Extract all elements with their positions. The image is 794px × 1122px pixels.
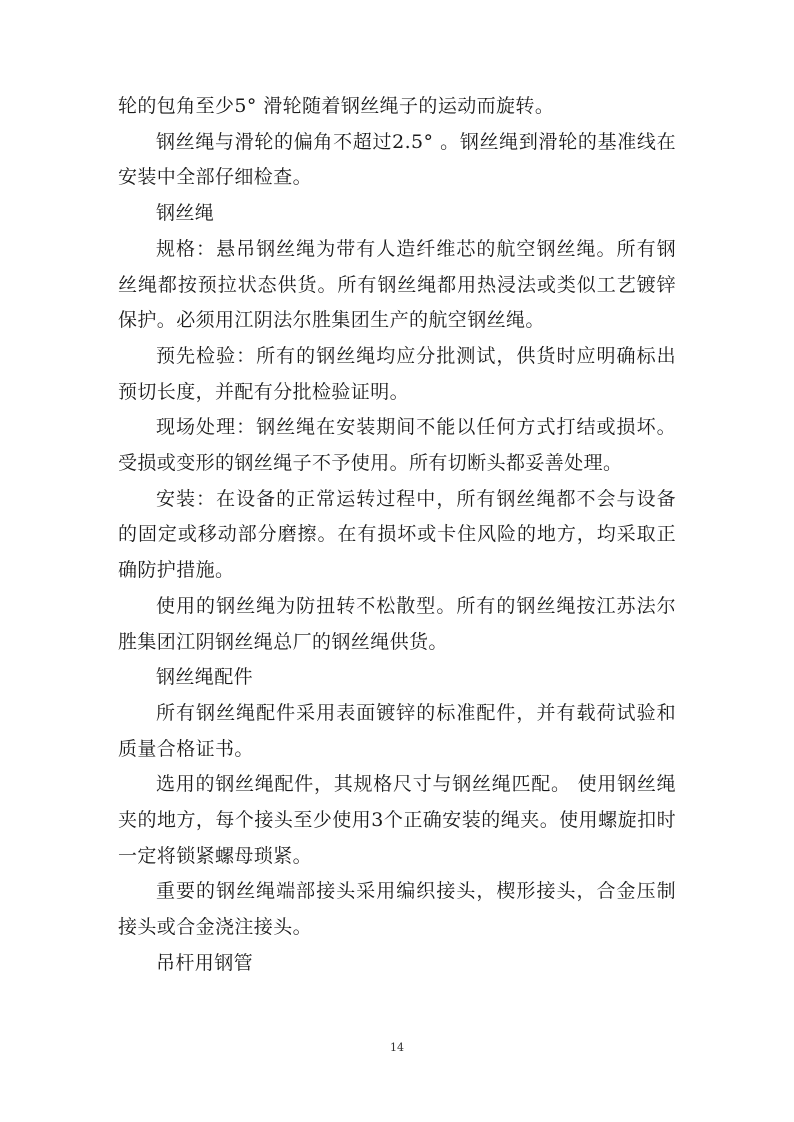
document-body [118,89,676,982]
paragraph: 重要的钢丝绳端部接头采用编织接头，楔形接头，合金压制接头或合金浇注接头。 [118,880,676,939]
section-heading: 钢丝绳配件 [156,666,254,689]
paragraph: 现场处理：钢丝绳在安装期间不能以任何方式打结或损坏。受损或变形的钢丝绳子不予使用。所有切断头都妥善处理。 [118,416,676,475]
paragraph: 钢丝绳与滑轮的偏角不超过2.5° 。钢丝绳到滑轮的基准线在安装中全部仔细检查。 [118,130,676,189]
paragraph: 安装：在设备的正常运转过程中，所有钢丝绳都不会与设备的固定或移动部分磨擦。在有损坏或卡住风险的地方，均采取正确防护措施。 [118,487,676,582]
paragraph: 轮的包角至少5° 滑轮随着钢丝绳子的运动而旋转。 [118,95,555,117]
paragraph: 使用的钢丝绳为防扭转不松散型。所有的钢丝绳按江苏法尔胜集团江阴钢丝绳总厂的钢丝绳供货。 [118,594,676,653]
page-number: 14 [390,1041,404,1054]
paragraph: 所有钢丝绳配件采用表面镀锌的标准配件，并有载荷试验和质量合格证书。 [118,701,676,760]
paragraph: 选用的钢丝绳配件，其规格尺寸与钢丝绳匹配。 使用钢丝绳夹的地方，每个接头至少使用3个正确安装的绳夹。使用螺旋扣时一定将锁紧螺母琐紧。 [118,773,676,867]
paragraph: 规格：悬吊钢丝绳为带有人造纤维芯的航空钢丝绳。所有钢丝绳都按预拉状态供货。所有钢丝绳都用热浸法或类似工艺镀锌保护。必须用江阴法尔胜集团生产的航空钢丝绳。 [118,237,676,332]
section-heading: 钢丝绳 [156,202,215,225]
paragraph: 预先检验：所有的钢丝绳均应分批测试，供货时应明确标出预切长度，并配有分批检验证明。 [118,344,676,403]
section-heading: 吊杆用钢管 [156,951,254,974]
